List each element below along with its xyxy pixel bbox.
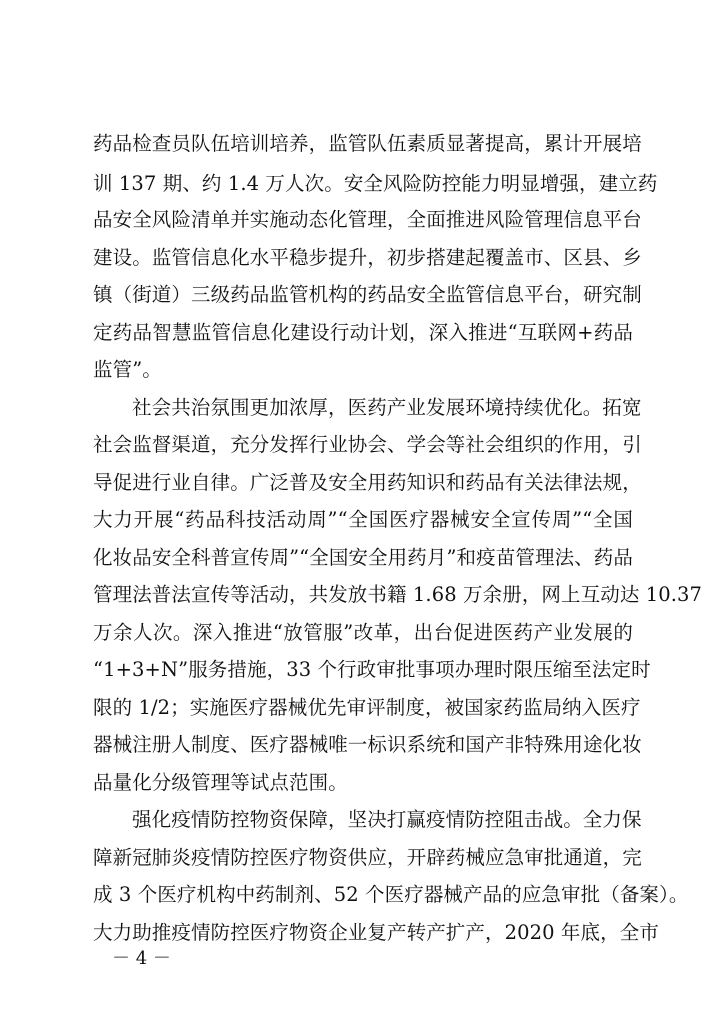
text-line: 管理法普法宣传等活动，共发放书籍 1.68 万余册，网上互动达 10.37 (93, 583, 703, 606)
text-line: 社会监督渠道，充分发挥行业协会、学会等社会组织的作用，引 (93, 433, 642, 456)
text-line: 成 3 个医疗机构中药制剂、52 个医疗器械产品的应急审批（备案）。 (93, 883, 689, 906)
text-line: 训 137 期、约 1.4 万人次。安全风险防控能力明显增强，建立药 (93, 172, 658, 195)
text-line: 定药品智慧监管信息化建设行动计划，深入推进“互联网+药品 (93, 321, 633, 344)
paragraph-first-line: 强化疫情防控物资保障，坚决打赢疫情防控阻击战。全力保 (132, 808, 642, 831)
text-line: 障新冠肺炎疫情防控医疗物资供应，开辟药械应急审批通道，完 (93, 846, 642, 869)
text-line: “1+3+N”服务措施，33 个行政审批事项办理时限压缩至法定时 (93, 658, 651, 681)
text-line: 镇（街道）三级药品监管机构的药品安全监管信息平台，研究制 (93, 283, 642, 306)
text-line: 化妆品安全科普宣传周”“全国安全用药月”和疫苗管理法、药品 (93, 546, 633, 569)
text-line: 器械注册人制度、医疗器械唯一标识系统和国产非特殊用途化妆 (93, 733, 642, 756)
text-line: 品量化分级管理等试点范围。 (93, 771, 348, 794)
page-number: － 4 － (112, 948, 171, 969)
text-line: 导促进行业自律。广泛普及安全用药知识和药品有关法律法规， (93, 471, 642, 494)
text-line: 药品检查员队伍培训培养，监管队伍素质显著提高，累计开展培 (93, 132, 642, 155)
text-line: 大力开展“药品科技活动周”“全国医疗器械安全宣传周”“全国 (93, 508, 633, 531)
paragraph-first-line: 社会共治氛围更加浓厚，医药产业发展环境持续优化。拓宽 (132, 396, 642, 419)
text-line: 建设。监管信息化水平稳步提升，初步搭建起覆盖市、区县、乡 (93, 246, 642, 269)
text-line: 大力助推疫情防控医疗物资企业复产转产扩产，2020 年底，全市 (93, 921, 659, 944)
text-line: 万余人次。深入推进“放管服”改革，出台促进医药产业发展的 (93, 621, 633, 644)
text-line: 限的 1/2；实施医疗器械优先审评制度，被国家药监局纳入医疗 (93, 696, 641, 719)
text-line: 品安全风险清单并实施动态化管理，全面推进风险管理信息平台 (93, 208, 642, 231)
text-line: 监管”。 (93, 358, 162, 381)
